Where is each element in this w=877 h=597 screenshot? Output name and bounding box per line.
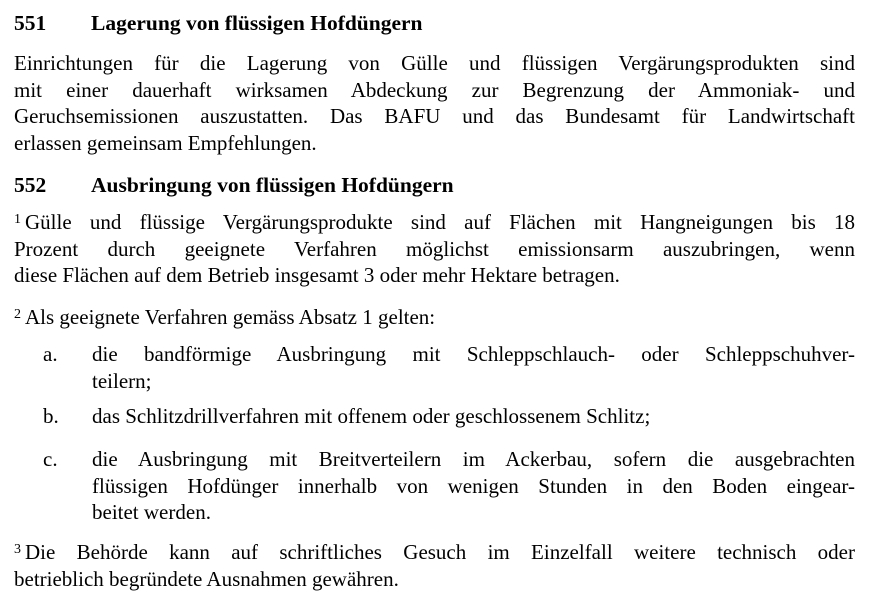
body-line: erlassen gemeinsam Empfehlungen. — [14, 130, 317, 155]
list-marker: a. — [43, 342, 58, 366]
paragraph-line: diese Flächen auf dem Betrieb insgesamt 3 oder mehr Hektare betragen. — [14, 263, 620, 287]
list-marker: b. — [43, 404, 59, 428]
paragraph-number: 3 — [14, 542, 21, 557]
list-item-a — [14, 341, 855, 394]
paragraph-line: Prozent durch geeignete Verfahren möglichst emissionsarm auszubringen, wenn — [14, 236, 855, 261]
list-item-b — [14, 403, 855, 430]
paragraph-line — [14, 207, 855, 236]
list-line: teilern; — [92, 368, 152, 393]
list-item-text — [92, 446, 855, 526]
section-number: 551 — [14, 11, 47, 35]
paragraph-line — [14, 537, 855, 566]
list-line: beitet werden. — [92, 500, 211, 524]
body-line: Geruchsemissionen auszustatten. Das BAFU und das Bundesamt für Landwirtschaft — [14, 104, 855, 128]
list-line: das Schlitzdrillverfahren mit offenem oder geschlossenem Schlitz; — [92, 404, 651, 428]
paragraph-line: betrieblich begründete Ausnahmen gewähren. — [14, 566, 399, 591]
list-marker: c. — [43, 447, 58, 471]
section-title: Lagerung von flüssigen Hofdüngern — [91, 11, 423, 35]
section-number: 552 — [14, 173, 47, 197]
section-title: Ausbringung von flüssigen Hofdüngern — [91, 173, 454, 197]
paragraph-number: 2 — [14, 307, 21, 322]
paragraph-text: Gülle und flüssige Vergärungsprodukte sind auf Flächen mit Hangneigungen bis 18 — [25, 210, 855, 234]
paragraph-1 — [14, 207, 855, 289]
list-item-text — [92, 341, 855, 394]
paragraph-text: Die Behörde kann auf schriftliches Gesuch im Einzelfall weitere technisch oder — [25, 540, 855, 564]
paragraph-line — [14, 302, 855, 331]
paragraph-number: 1 — [14, 212, 21, 227]
body-line: Einrichtungen für die Lagerung von Gülle und flüssigen Vergärungsprodukten sind — [14, 51, 855, 75]
paragraph-text: Als geeignete Verfahren gemäss Absatz 1 gelten: — [25, 305, 436, 329]
body-line: mit einer dauerhaft wirksamen Abdeckung zur Begrenzung der Ammoniak- und — [14, 77, 855, 102]
list-line: flüssigen Hofdünger innerhalb von wenigen Stunden in den Boden eingear- — [92, 473, 855, 498]
section-heading-552 — [14, 172, 454, 198]
list-line: die bandförmige Ausbringung mit Schleppschlauch- oder Schleppschuhver- — [92, 342, 855, 366]
list-item-c — [14, 446, 855, 526]
paragraph-3 — [14, 537, 855, 592]
section-551-body — [14, 50, 855, 156]
list-line: die Ausbringung mit Breitverteilern im Ackerbau, sofern die ausgebrachten — [92, 447, 855, 471]
list-item-text — [92, 403, 855, 430]
paragraph-2 — [14, 302, 855, 331]
section-heading-551 — [14, 10, 423, 36]
